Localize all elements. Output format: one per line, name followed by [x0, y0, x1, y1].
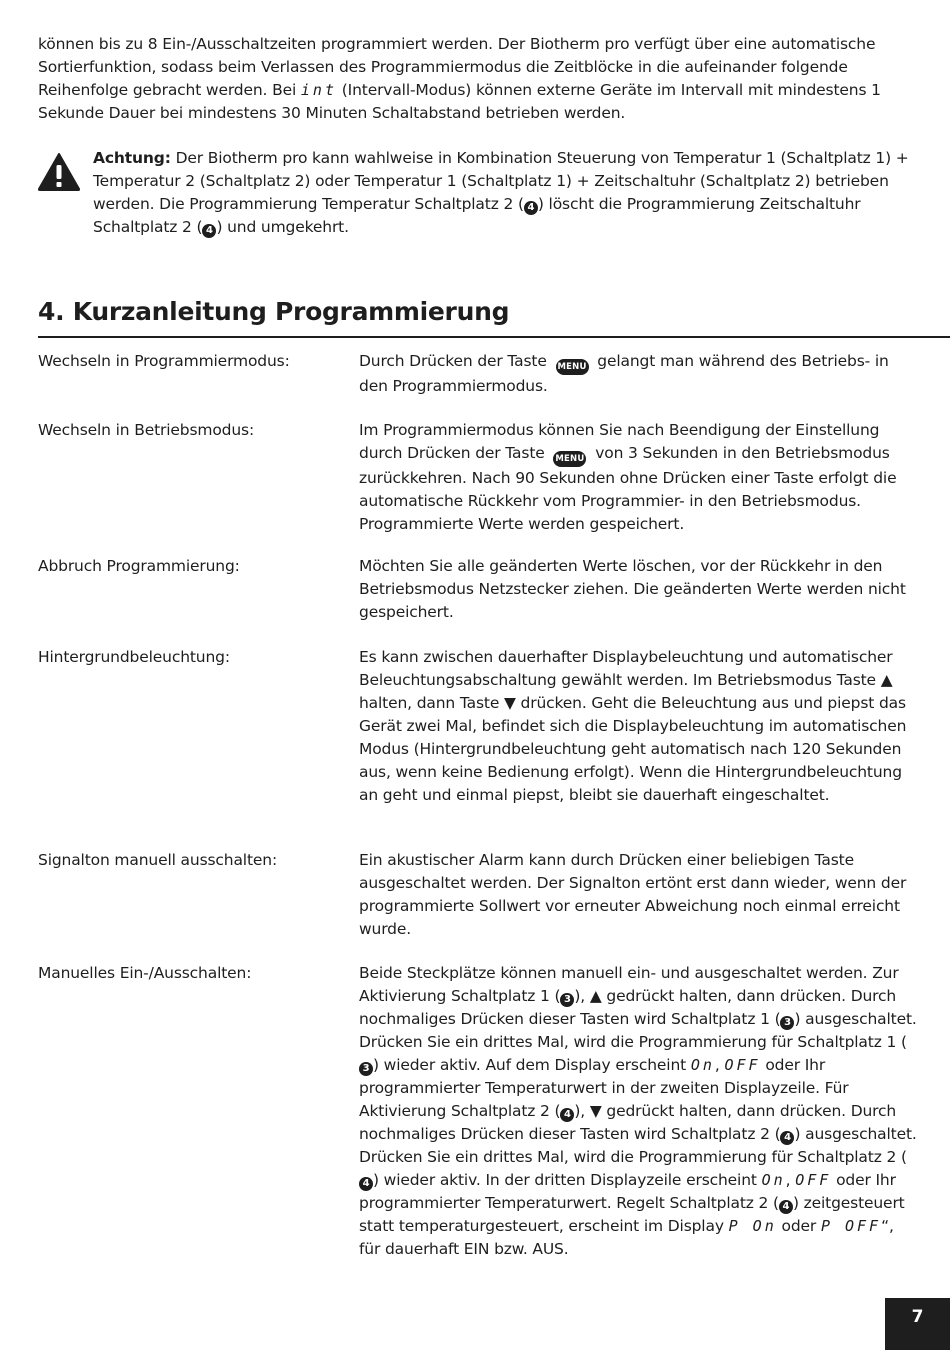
circled-number-3: 3 [359, 1062, 373, 1076]
row-text: , [714, 1056, 725, 1074]
row-label: Signalton manuell ausschalten: [38, 851, 278, 869]
row-description: Ein akustischer Alarm kann durch Drücken einer beliebigen Taste ausgeschaltet werden. Der Signalton ertönt erst dann wieder, wenn der programmierte Sollwert vor erneuter Abweichung noch einmal erreicht wurde. [359, 851, 907, 938]
row-text: Durch Drücken der Taste [359, 352, 552, 370]
row-text: Im Programmiermodus können Sie nach Beendigung der Einstellung durch Drücken der Taste [359, 421, 880, 462]
section-heading: 4. Kurzanleitung Programmierung [38, 297, 510, 326]
row-text: “, für dauerhaft EIN bzw. AUS. [359, 1217, 894, 1258]
row-text: von 3 Sekunden in den Betriebsmodus zurückkehren. Nach 90 Sekunden ohne Drücken einer Taste erfolgt die automatische Rückkehr vom Programmier- in den Betriebsmodus. Programmierte Werte werden gespeichert. [359, 444, 897, 533]
circled-number-4: 4 [359, 1177, 373, 1191]
row-text: Beide Steckplätze können manuell ein- und ausgeschaltet werden. Zur Aktivierung Schaltplatz 1 ( [359, 964, 899, 1005]
warning-triangle-icon [38, 153, 80, 191]
page-number: 7 [885, 1298, 950, 1350]
circled-number-4: 4 [560, 1108, 574, 1122]
circled-number-4: 4 [779, 1200, 793, 1214]
row-label: Abbruch Programmierung: [38, 557, 240, 575]
intro-text: (Intervall-Modus) können externe Geräte im Intervall mit mindestens 1 Sekunde Dauer bei mindestens 30 Minuten Schaltabstand betrieben werden. [38, 81, 881, 122]
row-text: ), ▲ gedrückt halten, dann drücken. Durch nochmaliges Drücken dieser Tasten wird Schaltplatz 1 ( [359, 987, 897, 1028]
row-label: Wechseln in Betriebsmodus: [38, 421, 255, 439]
warning-label: Achtung: [93, 149, 171, 167]
warning-text: Der Biotherm pro kann wahlweise in Kombination Steuerung von Temperatur 1 (Schaltplatz 1) + Temperatur 2 (Schaltplatz 2) oder Temperatur 1 (Schaltplatz 1) + Zeitschaltuhr (Schaltplatz 2) betrieben werden. Die Programmierung Temperatur Schaltplatz 2 ( [93, 149, 909, 213]
warning-text: ) und umgekehrt. [216, 218, 349, 236]
circled-number-3: 3 [560, 993, 574, 1007]
intro-text: können bis zu 8 Ein-/Ausschaltzeiten programmiert werden. Der Biotherm pro verfügt über eine automatische Sortierfunktion, sodass beim Verlassen des Programmiermodus die Zeitblöcke in die aufeinander folgende Reihenfolge gebracht werden. Bei [38, 35, 876, 99]
row-text: oder Ihr programmierter Temperaturwert in der zweiten Displayzeile. Für Aktivierung Schaltplatz 2 ( [359, 1056, 849, 1120]
display-code-on: On [761, 1171, 786, 1189]
row-text: gelangt man während des Betriebs- in den Programmiermodus. [359, 352, 889, 395]
row-text: ) zeitgesteuert statt temperaturgesteuert, erscheint im Display [359, 1194, 905, 1235]
row-description [359, 350, 919, 398]
row-label: Manuelles Ein-/Ausschalten: [38, 964, 252, 982]
circled-number-3: 3 [780, 1016, 794, 1030]
row-description: Möchten Sie alle geänderten Werte löschen, vor der Rückkehr in den Betriebsmodus Netzstecker ziehen. Die geänderten Werte werden nicht gespeichert. [359, 557, 906, 621]
display-code-off: OFF [795, 1171, 832, 1189]
row-description: Es kann zwischen dauerhafter Displaybeleuchtung und automatischer Beleuchtungsabschaltung gewählt werden. Im Betriebsmodus Taste ▲ halten, dann Taste ▼ drücken. Geht die Beleuchtung aus und piepst das Gerät zwei Mal, befindet sich die Displaybeleuchtung im automatischen Modus (Hintergrundbeleuchtung geht automatisch nach 120 Sekunden aus, wenn keine Bedienung erfolgt). Wenn die Hintergrundbeleuchtung an geht und einmal piepst, bleibt sie dauerhaft eingeschaltet. [359, 648, 907, 804]
row-text: ) ausgeschaltet. Drücken Sie ein drittes Mal, wird die Programmierung für Schaltplatz 2 ( [359, 1125, 917, 1166]
row-label: Wechseln in Programmiermodus: [38, 352, 290, 370]
row-text: , [785, 1171, 796, 1189]
row-text: ) wieder aktiv. Auf dem Display erscheint [373, 1056, 691, 1074]
row-text: oder Ihr programmierter Temperaturwert. Regelt Schaltplatz 2 ( [359, 1171, 896, 1212]
row-text: oder [776, 1217, 821, 1235]
circled-number-4: 4 [780, 1131, 794, 1145]
row-text: ) ausgeschaltet. Drücken Sie ein drittes Mal, wird die Programmierung für Schaltplatz 1 ( [359, 1010, 917, 1051]
display-code-on: On [690, 1056, 715, 1074]
row-label: Hintergrundbeleuchtung: [38, 648, 230, 666]
intro-paragraph [38, 33, 918, 125]
circled-number-4: 4 [202, 224, 216, 238]
display-code-p-off: P OFF [820, 1217, 882, 1235]
display-code-off: OFF [724, 1056, 761, 1074]
row-description [359, 962, 919, 1261]
row-text: ) wieder aktiv. In der dritten Displayzeile erscheint [373, 1171, 762, 1189]
display-code-int: int [300, 81, 337, 99]
row-text: ), ▼ gedrückt halten, dann drücken. Durch nochmaliges Drücken dieser Tasten wird Schaltplatz 2 ( [359, 1102, 897, 1143]
warning-text: ) löscht die Programmierung Zeitschaltuhr Schaltplatz 2 ( [93, 195, 861, 236]
circled-number-4: 4 [524, 201, 538, 215]
row-description [359, 419, 919, 536]
menu-button-icon: MENU [553, 451, 586, 467]
warning-paragraph [93, 147, 923, 239]
menu-button-icon: MENU [556, 359, 589, 375]
display-code-p-on: P On [728, 1217, 777, 1235]
section-rule [38, 336, 950, 338]
